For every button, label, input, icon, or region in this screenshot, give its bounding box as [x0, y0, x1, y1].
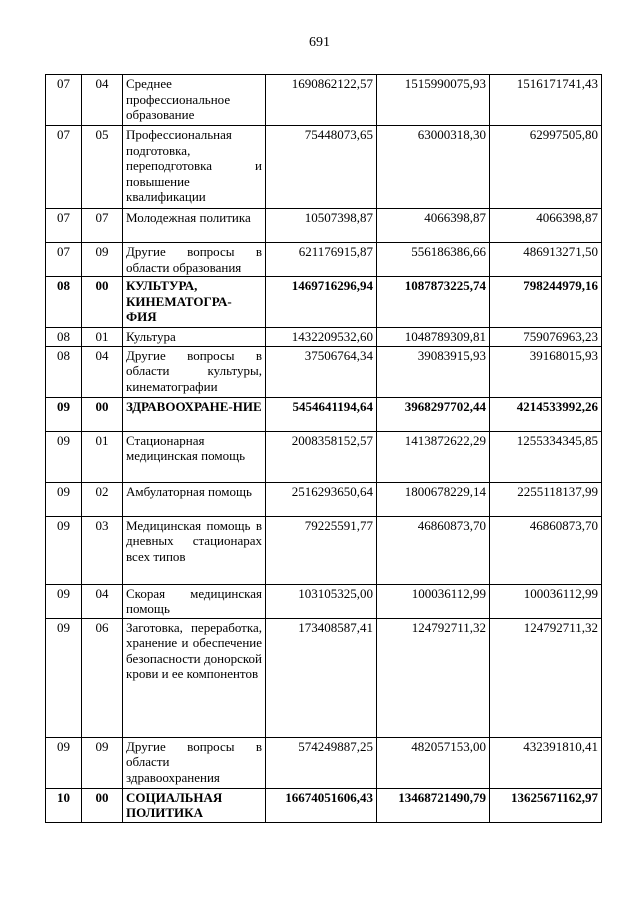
- subsection-code: 09: [82, 737, 123, 788]
- table-row: [46, 75, 602, 126]
- table-row: [46, 737, 602, 788]
- section-code: 08: [46, 328, 82, 347]
- amount-year-2: 63000318,30: [377, 126, 490, 209]
- amount-year-2: 1413872622,29: [377, 431, 490, 482]
- section-code: 07: [46, 209, 82, 243]
- amount-year-1: 1690862122,57: [266, 75, 377, 126]
- amount-year-2: 39083915,93: [377, 346, 490, 397]
- item-name: КУЛЬТУРА, КИНЕМАТОГРА-ФИЯ: [123, 277, 266, 328]
- section-code: 09: [46, 431, 82, 482]
- section-code: 09: [46, 618, 82, 737]
- table-row: [46, 516, 602, 584]
- table-row: [46, 243, 602, 277]
- item-name: Стационарная медицинская помощь: [123, 431, 266, 482]
- table-row-section: [46, 277, 602, 328]
- section-code: 07: [46, 75, 82, 126]
- subsection-code: 00: [82, 277, 123, 328]
- table-row-section: [46, 397, 602, 431]
- amount-year-2: 556186386,66: [377, 243, 490, 277]
- subsection-code: 09: [82, 243, 123, 277]
- amount-year-3: 4066398,87: [490, 209, 602, 243]
- amount-year-3: 39168015,93: [490, 346, 602, 397]
- amount-year-2: 1515990075,93: [377, 75, 490, 126]
- subsection-code: 06: [82, 618, 123, 737]
- section-code: 09: [46, 397, 82, 431]
- amount-year-3: 2255118137,99: [490, 482, 602, 516]
- amount-year-2: 1800678229,14: [377, 482, 490, 516]
- amount-year-3: 1516171741,43: [490, 75, 602, 126]
- section-code: 10: [46, 788, 82, 822]
- amount-year-2: 124792711,32: [377, 618, 490, 737]
- subsection-code: 07: [82, 209, 123, 243]
- amount-year-1: 173408587,41: [266, 618, 377, 737]
- amount-year-2: 1087873225,74: [377, 277, 490, 328]
- amount-year-1: 79225591,77: [266, 516, 377, 584]
- amount-year-3: 759076963,23: [490, 328, 602, 347]
- amount-year-1: 10507398,87: [266, 209, 377, 243]
- item-name: Заготовка, переработка, хранение и обеспечение безопасности донорской крови и ее компонентов: [123, 618, 266, 737]
- amount-year-1: 2008358152,57: [266, 431, 377, 482]
- amount-year-1: 37506764,34: [266, 346, 377, 397]
- table-row: [46, 584, 602, 618]
- item-name: ЗДРАВООХРАНЕ-НИЕ: [123, 397, 266, 431]
- table-row: [46, 431, 602, 482]
- page-number: 691: [309, 35, 330, 50]
- table-row: [46, 482, 602, 516]
- subsection-code: 04: [82, 346, 123, 397]
- amount-year-2: 46860873,70: [377, 516, 490, 584]
- amount-year-3: 62997505,80: [490, 126, 602, 209]
- item-name: СОЦИАЛЬНАЯ ПОЛИТИКА: [123, 788, 266, 822]
- amount-year-3: 486913271,50: [490, 243, 602, 277]
- amount-year-2: 4066398,87: [377, 209, 490, 243]
- amount-year-1: 1469716296,94: [266, 277, 377, 328]
- amount-year-3: 100036112,99: [490, 584, 602, 618]
- subsection-code: 03: [82, 516, 123, 584]
- subsection-code: 02: [82, 482, 123, 516]
- item-name: Скорая медицинская помощь: [123, 584, 266, 618]
- subsection-code: 04: [82, 75, 123, 126]
- section-code: 08: [46, 346, 82, 397]
- item-name: Медицинская помощь в дневных стационарах всех типов: [123, 516, 266, 584]
- amount-year-1: 75448073,65: [266, 126, 377, 209]
- section-code: 07: [46, 126, 82, 209]
- amount-year-1: 574249887,25: [266, 737, 377, 788]
- section-code: 07: [46, 243, 82, 277]
- amount-year-3: 1255334345,85: [490, 431, 602, 482]
- amount-year-3: 432391810,41: [490, 737, 602, 788]
- table-row: [46, 126, 602, 209]
- subsection-code: 01: [82, 431, 123, 482]
- table-row: [46, 618, 602, 737]
- section-code: 09: [46, 584, 82, 618]
- amount-year-1: 16674051606,43: [266, 788, 377, 822]
- section-code: 08: [46, 277, 82, 328]
- item-name: Молодежная политика: [123, 209, 266, 243]
- section-code: 09: [46, 737, 82, 788]
- amount-year-1: 5454641194,64: [266, 397, 377, 431]
- amount-year-1: 1432209532,60: [266, 328, 377, 347]
- amount-year-3: 124792711,32: [490, 618, 602, 737]
- item-name: Среднее профессиональное образование: [123, 75, 266, 126]
- item-name: Другие вопросы в области здравоохранения: [123, 737, 266, 788]
- amount-year-1: 103105325,00: [266, 584, 377, 618]
- table-row: [46, 209, 602, 243]
- subsection-code: 01: [82, 328, 123, 347]
- subsection-code: 00: [82, 788, 123, 822]
- item-name: Амбулаторная помощь: [123, 482, 266, 516]
- amount-year-2: 100036112,99: [377, 584, 490, 618]
- amount-year-3: 4214533992,26: [490, 397, 602, 431]
- amount-year-3: 13625671162,97: [490, 788, 602, 822]
- amount-year-2: 3968297702,44: [377, 397, 490, 431]
- amount-year-1: 621176915,87: [266, 243, 377, 277]
- subsection-code: 05: [82, 126, 123, 209]
- item-name: Другие вопросы в области образования: [123, 243, 266, 277]
- table-row: [46, 346, 602, 397]
- item-name: Другие вопросы в области культуры, кинематографии: [123, 346, 266, 397]
- amount-year-3: 798244979,16: [490, 277, 602, 328]
- budget-table: [45, 74, 602, 823]
- amount-year-2: 482057153,00: [377, 737, 490, 788]
- amount-year-3: 46860873,70: [490, 516, 602, 584]
- table-row-section: [46, 788, 602, 822]
- subsection-code: 00: [82, 397, 123, 431]
- table-row: [46, 328, 602, 347]
- section-code: 09: [46, 482, 82, 516]
- amount-year-2: 1048789309,81: [377, 328, 490, 347]
- item-name: Культура: [123, 328, 266, 347]
- subsection-code: 04: [82, 584, 123, 618]
- amount-year-2: 13468721490,79: [377, 788, 490, 822]
- amount-year-1: 2516293650,64: [266, 482, 377, 516]
- section-code: 09: [46, 516, 82, 584]
- item-name: Профессиональная подготовка, переподготовка и повышение квалификации: [123, 126, 266, 209]
